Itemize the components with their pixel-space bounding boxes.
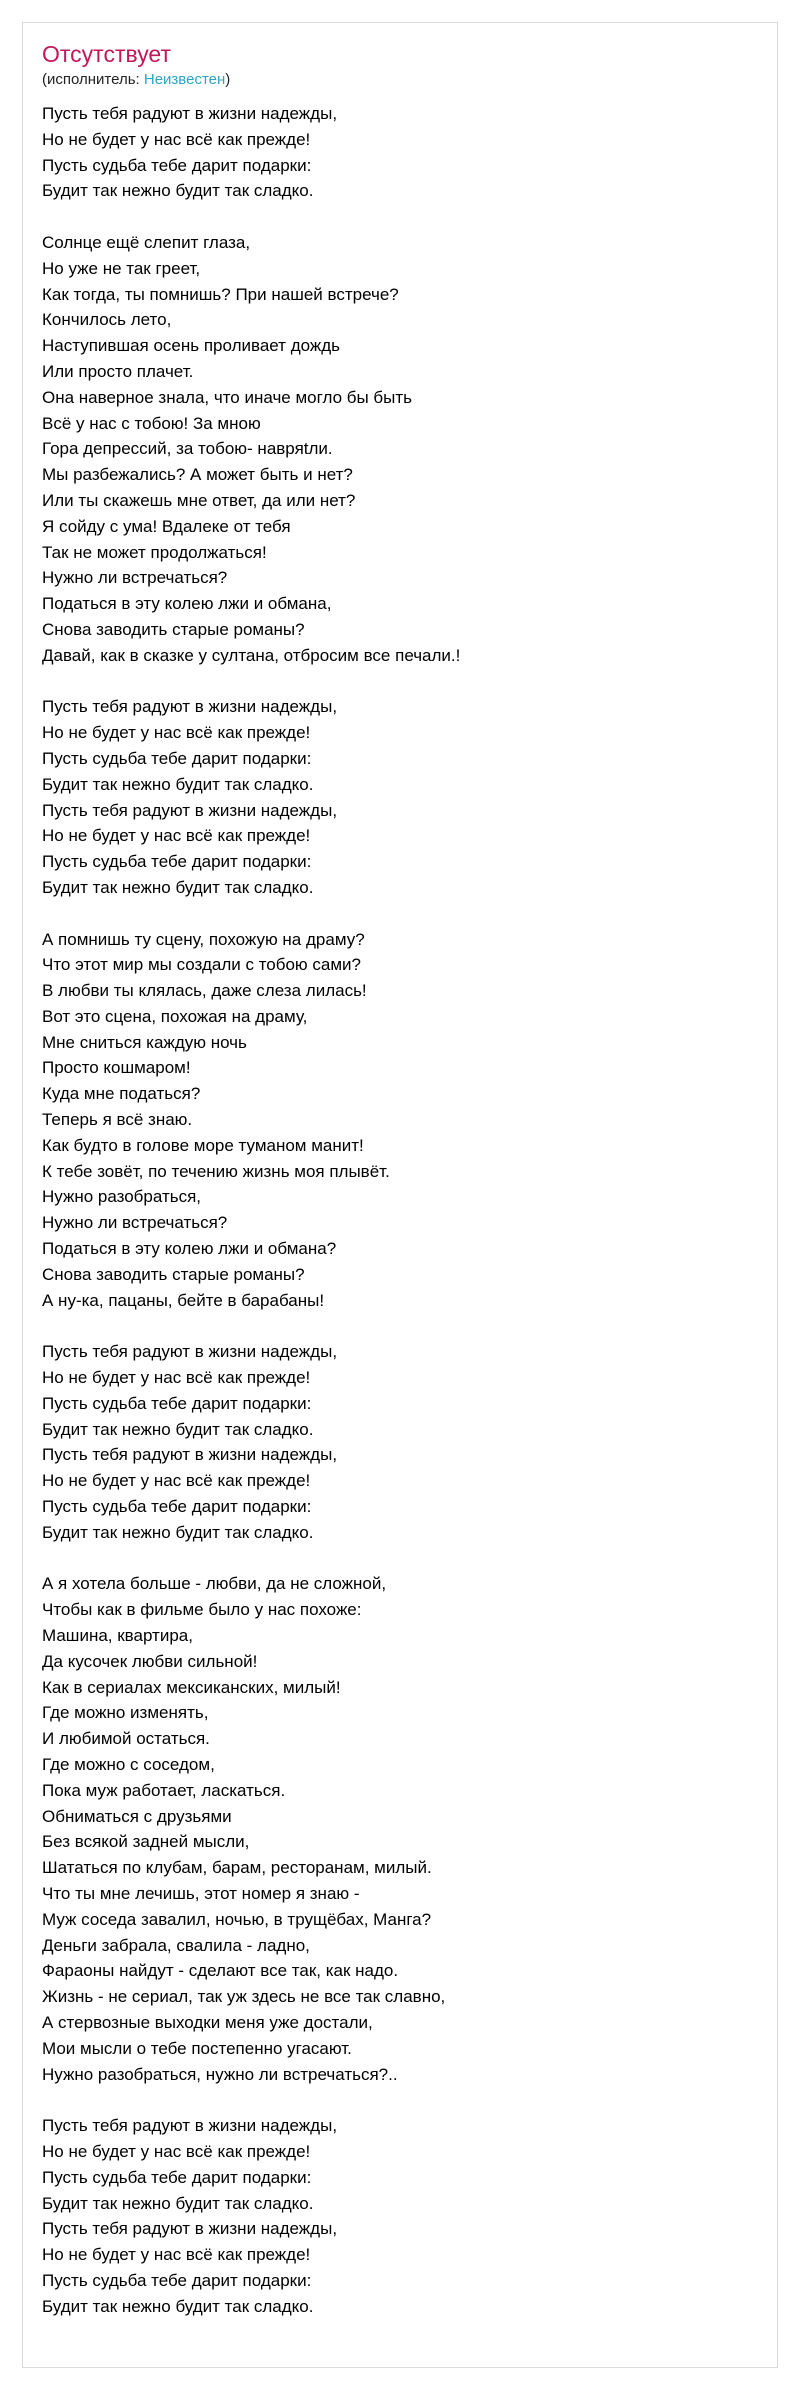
lyrics-line: Но не будет у нас всё как прежде! bbox=[42, 1368, 311, 1388]
artist-line bbox=[42, 71, 230, 89]
lyrics-line: Так не может продолжаться! bbox=[42, 542, 267, 562]
lyrics-line: К тебе зовёт, по течению жизнь моя плывёт. bbox=[42, 1161, 390, 1181]
lyrics-line: Где можно с соседом, bbox=[42, 1755, 215, 1774]
lyrics-line: Пусть судьба тебе дарит подарки: bbox=[42, 852, 312, 872]
lyrics-line: Будит так нежно будит так сладко. bbox=[42, 181, 314, 201]
lyrics-line: Но не будет у нас всё как прежде! bbox=[42, 1471, 311, 1491]
lyrics-line: Податься в эту колею лжи и обмана, bbox=[42, 594, 332, 614]
artist-prefix: (исполнитель: bbox=[42, 71, 144, 88]
lyrics-line: Как в сериалах мексиканских, милый! bbox=[42, 1677, 341, 1697]
lyrics-line: Будит так нежно будит так сладко. bbox=[42, 1522, 314, 1542]
lyrics-line: Что этот мир мы создали с тобою сами? bbox=[42, 955, 361, 975]
lyrics-line: Мои мысли о тебе постепенно угасают. bbox=[42, 2038, 352, 2058]
lyrics-line: Теперь я всё знаю. bbox=[42, 1110, 193, 1130]
lyrics-line: Без всякой задней мысли, bbox=[42, 1832, 250, 1852]
lyrics-line: А стервозные выходки меня уже достали, bbox=[42, 2012, 373, 2032]
lyrics-line: Податься в эту колею лжи и обмана? bbox=[42, 1239, 337, 1259]
lyrics-line: Пусть тебя радуют в жизни надежды, bbox=[42, 2116, 338, 2136]
lyrics-line: Фараоны найдут - сделают все так, как надо. bbox=[42, 1961, 399, 1981]
lyrics-line: Нужно разобраться, нужно ли встречаться?.. bbox=[42, 2064, 398, 2084]
lyrics-line: Пусть тебя радуют в жизни надежды, bbox=[42, 1445, 338, 1465]
lyrics-line: Нужно разобраться, bbox=[42, 1187, 202, 1207]
lyrics-line: Пусть судьба тебе дарит подарки: bbox=[42, 1497, 312, 1517]
lyrics-line: Но не будет у нас всё как прежде! bbox=[42, 723, 311, 743]
lyrics-line: Пусть тебя радуют в жизни надежды, bbox=[42, 2219, 338, 2239]
lyrics-blank-line bbox=[42, 1546, 762, 1572]
lyrics-line: Наступившая осень проливает дождь bbox=[42, 336, 341, 356]
lyrics-line: Мне сниться каждую ночь bbox=[42, 1032, 247, 1052]
lyrics-line: Но не будет у нас всё как прежде! bbox=[42, 826, 311, 846]
lyrics-line: Где можно изменять, bbox=[42, 1703, 209, 1723]
lyrics-blank-line bbox=[42, 2087, 762, 2113]
lyrics-line: Пусть судьба тебе дарит подарки: bbox=[42, 1393, 312, 1413]
lyrics-line: Да кусочек любви сильной! bbox=[42, 1651, 258, 1671]
lyrics-line: Будит так нежно будит так сладко. bbox=[42, 877, 314, 897]
lyrics-line: В любви ты клялась, даже слеза лилась! bbox=[42, 981, 367, 1001]
lyrics-line: Что ты мне лечишь, этот номер я знаю - bbox=[42, 1883, 360, 1903]
lyrics-line: Будит так нежно будит так сладко. bbox=[42, 2296, 314, 2316]
lyrics-line: Шататься по клубам, барам, ресторанам, милый. bbox=[42, 1858, 432, 1878]
lyrics-blank-line bbox=[42, 901, 762, 927]
lyrics-line: Снова заводить старые романы? bbox=[42, 1264, 305, 1284]
lyrics-line: Будит так нежно будит так сладко. bbox=[42, 1419, 314, 1439]
lyrics-line: Но не будет у нас всё как прежде! bbox=[42, 129, 311, 149]
song-title: Отсутствует bbox=[42, 41, 171, 67]
lyrics-line: Будит так нежно будит так сладко. bbox=[42, 774, 314, 794]
lyrics-line: Обниматься с друзьями bbox=[42, 1806, 232, 1826]
lyrics-line: Будит так нежно будит так сладко. bbox=[42, 2193, 314, 2213]
lyrics-text bbox=[42, 101, 762, 2320]
lyrics-line: Пусть судьба тебе дарит подарки: bbox=[42, 155, 312, 175]
lyrics-line: Чтобы как в фильме было у нас похоже: bbox=[42, 1600, 362, 1620]
lyrics-blank-line bbox=[42, 204, 762, 230]
lyrics-line: Как тогда, ты помнишь? При нашей встрече? bbox=[42, 284, 399, 304]
lyrics-line: Просто кошмаром! bbox=[42, 1058, 191, 1078]
lyrics-line: Нужно ли встречаться? bbox=[42, 568, 228, 588]
lyrics-line: Пусть тебя радуют в жизни надежды, bbox=[42, 800, 338, 820]
artist-suffix: ) bbox=[225, 71, 231, 88]
lyrics-line: Пока муж работает, ласкаться. bbox=[42, 1780, 286, 1800]
lyrics-line: Пусть тебя радуют в жизни надежды, bbox=[42, 697, 338, 717]
lyrics-line: Или просто плачет. bbox=[42, 361, 194, 381]
lyrics-line: Я сойду с ума! Вдалеке от тебя bbox=[42, 516, 291, 536]
lyrics-line: Мы разбежались? А может быть и нет? bbox=[42, 465, 353, 485]
lyrics-line: Или ты скажешь мне ответ, да или нет? bbox=[42, 490, 356, 510]
lyrics-line: А ну-ка, пацаны, бейте в барабаны! bbox=[42, 1290, 325, 1310]
lyrics-line: Нужно ли встречаться? bbox=[42, 1213, 228, 1233]
lyrics-line: Пусть тебя радуют в жизни надежды, bbox=[42, 1342, 338, 1362]
lyrics-blank-line bbox=[42, 669, 762, 695]
lyrics-line: И любимой остаться. bbox=[42, 1729, 210, 1749]
lyrics-line: Гора депрессий, за тобою- навряtли. bbox=[42, 439, 333, 459]
lyrics-line: Всё у нас с тобою! За мною bbox=[42, 413, 261, 433]
lyrics-line: Но не будет у нас всё как прежде! bbox=[42, 2141, 311, 2161]
lyrics-line: Солнце ещё слепит глаза, bbox=[42, 232, 251, 252]
lyrics-line: Пусть судьба тебе дарит подарки: bbox=[42, 2270, 312, 2290]
lyrics-line: Вот это сцена, похожая на драму, bbox=[42, 1006, 308, 1026]
artist-link[interactable]: Неизвестен bbox=[143, 71, 226, 88]
lyrics-line: Машина, квартира, bbox=[42, 1626, 193, 1646]
lyrics-line: Муж соседа завалил, ночью, в трущёбах, Манга? bbox=[42, 1909, 432, 1929]
lyrics-line: Жизнь - не сериал, так уж здесь не все так славно, bbox=[42, 1987, 446, 2007]
lyrics-line: Деньги забрала, свалила - ладно, bbox=[42, 1935, 310, 1955]
lyrics-line: Куда мне податься? bbox=[42, 1084, 201, 1104]
lyrics-line: Как будто в голове море туманом манит! bbox=[42, 1135, 364, 1155]
lyrics-line: Пусть тебя радуют в жизни надежды, bbox=[42, 104, 338, 123]
lyrics-line: Пусть судьба тебе дарит подарки: bbox=[42, 2167, 312, 2187]
lyrics-line: А помнишь ту сцену, похожую на драму? bbox=[42, 929, 365, 949]
lyrics-line: А я хотела больше - любви, да не сложной, bbox=[42, 1574, 387, 1594]
lyrics-line: Она наверное знала, что иначе могло бы быть bbox=[42, 387, 413, 407]
lyrics-line: Но уже не так греет, bbox=[42, 258, 201, 278]
lyrics-line: Пусть судьба тебе дарит подарки: bbox=[42, 748, 312, 768]
lyrics-line: Кончилось лето, bbox=[42, 310, 172, 330]
lyrics-line: Но не будет у нас всё как прежде! bbox=[42, 2245, 311, 2265]
lyrics-line: Снова заводить старые романы? bbox=[42, 619, 305, 639]
lyrics-blank-line bbox=[42, 1313, 762, 1339]
lyrics-line: Давай, как в сказке у султана, отбросим все печали.! bbox=[42, 645, 461, 665]
